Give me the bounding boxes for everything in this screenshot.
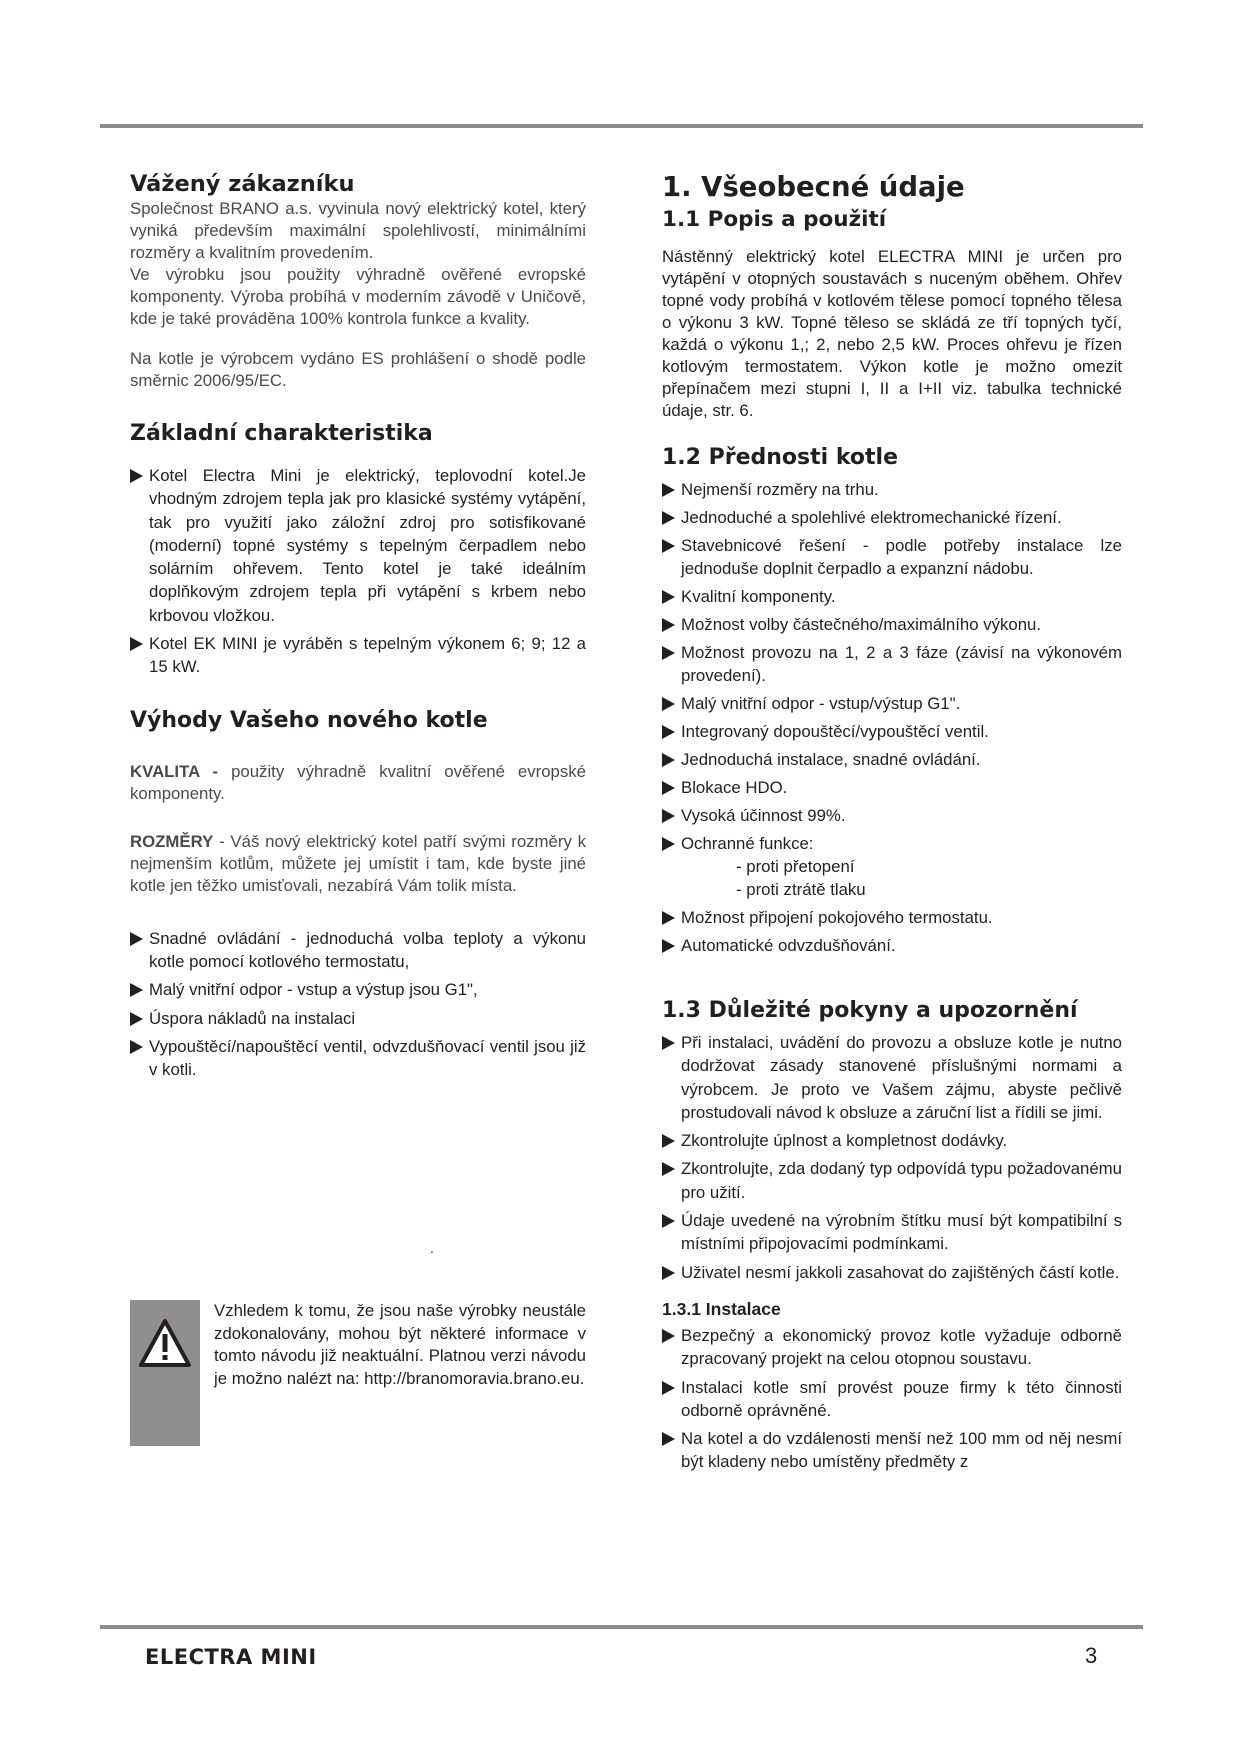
section-1-3-title: 1.3 Důležité pokyny a upozornění [662, 998, 1078, 1023]
characteristics-title: Základní charakteristika [130, 421, 433, 446]
list-item: Možnost připojení pokojového termostatu. [662, 906, 1122, 929]
bullet-arrow-icon [662, 590, 675, 604]
section-1-2-title: 1.2 Přednosti kotle [662, 445, 898, 470]
warning-text: Vzhledem k tomu, že jsou naše výrobky neustále zdokonalovány, mohou být některé informace v tomto návodu již neaktuální. Platnou verzi návodu je možno nalézt na: http://branomoravia.brano.eu. [214, 1301, 586, 1388]
list-item: Zkontrolujte úplnost a kompletnost dodávky. [662, 1129, 1122, 1152]
list-item: Automatické odvzdušňování. [662, 934, 1122, 957]
bullet-arrow-icon [662, 1036, 675, 1050]
list-item: Malý vnitřní odpor - vstup a výstup jsou G1", [130, 978, 586, 1001]
list-item: Snadné ovládání - jednoduchá volba teploty a výkonu kotle pomocí kotlového termostatu, [130, 927, 586, 974]
bullet-arrow-icon [662, 618, 675, 632]
size-paragraph: ROZMĚRY - Váš nový elektrický kotel patří svými rozměry k nejmenším kotlům, můžete jej umístit i tam, kde byste jiné kotle jen těžko umisťovali, nezabírá Vám tolik místa. [130, 831, 586, 895]
bullet-arrow-icon [662, 511, 675, 525]
bottom-rule [100, 1625, 1143, 1629]
warning-icon-box [130, 1300, 200, 1446]
bullet-arrow-icon [130, 469, 143, 483]
bullet-arrow-icon [662, 1162, 675, 1176]
list-item: Při instalaci, uvádění do provozu a obsluze kotle je nutno dodržovat zásady stanovené příslušnými normami a výrobcem. Je proto ve Vašem zájmu, abyste pečlivě prostudovali návod k obsluze a záruční list a řídili se jimi. [662, 1031, 1122, 1124]
instructions-list [662, 1031, 1122, 1284]
list-item: Na kotel a do vzdálenosti menší než 100 mm od něj nesmí být kladeny nebo umístěny předměty z [662, 1427, 1122, 1474]
list-item: Bezpečný a ekonomický provoz kotle vyžaduje odborně zpracovaný projekt na celou otopnou soustavu. [662, 1324, 1122, 1371]
bullet-arrow-icon [662, 539, 675, 553]
right-column [662, 170, 1122, 1479]
list-item: Ochranné funkce: - proti přetopení - proti ztrátě tlaku [662, 832, 1122, 901]
warning-triangle-icon [138, 1318, 192, 1368]
bullet-arrow-icon [662, 1432, 675, 1446]
bullet-arrow-icon [662, 939, 675, 953]
bullet-arrow-icon [662, 753, 675, 767]
list-item: Vypouštěcí/napouštěcí ventil, odvzdušňovací ventil jsou již v kotli. [130, 1035, 586, 1082]
list-item: Údaje uvedené na výrobním štítku musí být kompatibilní s místními připojovacími podmínkami. [662, 1209, 1122, 1256]
bullet-arrow-icon [662, 1329, 675, 1343]
bullet-arrow-icon [662, 1214, 675, 1228]
characteristics-list [130, 464, 586, 679]
list-item: Zkontrolujte, zda dodaný typ odpovídá typu požadovanému pro užití. [662, 1157, 1122, 1204]
list-item: Kotel EK MINI je vyráběn s tepelným výkonem 6; 9; 12 a 15 kW. [130, 632, 586, 679]
bullet-arrow-icon [130, 932, 143, 946]
bullet-arrow-icon [662, 697, 675, 711]
list-item: Uživatel nesmí jakkoli zasahovat do zajištěných částí kotle. [662, 1261, 1122, 1284]
section-1-3-1-title: 1.3.1 Instalace [662, 1298, 781, 1319]
greeting-paragraph-1: Společnost BRANO a.s. vyvinula nový elektrický kotel, který vyniká především maximální spolehlivostí, minimálními rozměry a kvalitním provedením. [130, 199, 586, 262]
list-item: Kotel Electra Mini je elektrický, teplovodní kotel.Je vhodným zdrojem tepla jak pro klasické systémy vytápění, tak pro využití jako záložní zdroj pro sotisfikované (moderní) topné systémy s tepelným čerpadlem nebo solárním ohřevem. Tento kotel je také ideálním doplňkovým zdrojem tepla při vytápění s krbem nebo krbovou vložkou. [130, 464, 586, 627]
bullet-arrow-icon [662, 483, 675, 497]
list-item: Jednoduchá instalace, snadné ovládání. [662, 748, 1122, 771]
quality-paragraph: KVALITA - použity výhradně kvalitní ověřené evropské komponenty. [130, 761, 586, 803]
list-item: Možnost volby částečného/maximálního výkonu. [662, 613, 1122, 636]
left-column [130, 170, 586, 1086]
footer-product-title: ELECTRA MINI [145, 1645, 317, 1669]
list-item: Úspora nákladů na instalaci [130, 1007, 586, 1030]
greeting-paragraph-3: Na kotle je výrobcem vydáno ES prohlášení o shodě podle směrnic 2006/95/EC. [130, 349, 586, 390]
bullet-arrow-icon [662, 809, 675, 823]
bullet-arrow-icon [662, 725, 675, 739]
bullet-arrow-icon [662, 1134, 675, 1148]
bullet-arrow-icon [662, 781, 675, 795]
stray-dot: . [430, 1240, 434, 1256]
bullet-arrow-icon [662, 1266, 675, 1280]
installation-list [662, 1324, 1122, 1474]
bullet-arrow-icon [662, 837, 675, 851]
bullet-arrow-icon [130, 637, 143, 651]
protect-pressure: - proti ztrátě tlaku [736, 880, 866, 899]
list-item: Integrovaný dopouštěcí/vypouštěcí ventil. [662, 720, 1122, 743]
page-number: 3 [1085, 1643, 1098, 1668]
advantages-list [130, 927, 586, 1082]
bullet-arrow-icon [662, 646, 675, 660]
bullet-arrow-icon [130, 1012, 143, 1026]
list-item: Kvalitní komponenty. [662, 585, 1122, 608]
section-1-1-title: 1.1 Popis a použití [662, 207, 887, 232]
greeting-paragraph-2: Ve výrobku jsou použity výhradně ověřené evropské komponenty. Výroba probíhá v moderním závodě v Uničově, kde je také prováděna 100% kontrola funkce a kvality. [130, 265, 586, 328]
greeting-title: Vážený zákazníku [130, 171, 355, 197]
top-rule [100, 124, 1143, 128]
list-item: Možnost provozu na 1, 2 a 3 fáze (závisí na výkonovém provedení). [662, 641, 1122, 687]
list-item: Jednoduché a spolehlivé elektromechanické řízení. [662, 506, 1122, 529]
advantages-title: Výhody Vašeho nového kotle [130, 707, 488, 733]
list-item: Stavebnicové řešení - podle potřeby instalace lze jednoduše doplnit čerpadlo a expanzní nádobu. [662, 534, 1122, 580]
bullet-arrow-icon [130, 983, 143, 997]
list-item: Vysoká účinnost 99%. [662, 804, 1122, 827]
bullet-arrow-icon [662, 911, 675, 925]
protect-overheat: - proti přetopení [736, 857, 855, 876]
warning-notice [130, 1300, 586, 1446]
section-1-title: 1. Všeobecné údaje [662, 171, 965, 203]
bullet-arrow-icon [130, 1040, 143, 1054]
section-1-1-text: Nástěnný elektrický kotel ELECTRA MINI je určen pro vytápění v otopných soustavách s nuceným oběhem. Ohřev topné vody probíhá v kotlovém tělese pomocí topného tělesa o výkonu 3 kW. Topné těleso se skládá ze tří topných tyčí, každá o výkonu 1,; 2, nebo 2,5 kW. Proces ohřevu je řízen kotlovým termostatem. Výkon kotle je možno omezit přepínačem mezi stupni I, II a I+II viz. tabulka technické údaje, str. 6. [662, 247, 1122, 420]
list-item: Instalaci kotle smí provést pouze firmy k této činnosti odborně oprávněné. [662, 1376, 1122, 1423]
list-item: Blokace HDO. [662, 776, 1122, 799]
advantages-boiler-list [662, 478, 1122, 957]
bullet-arrow-icon [662, 1381, 675, 1395]
list-item: Nejmenší rozměry na trhu. [662, 478, 1122, 501]
list-item: Malý vnitřní odpor - vstup/výstup G1". [662, 692, 1122, 715]
